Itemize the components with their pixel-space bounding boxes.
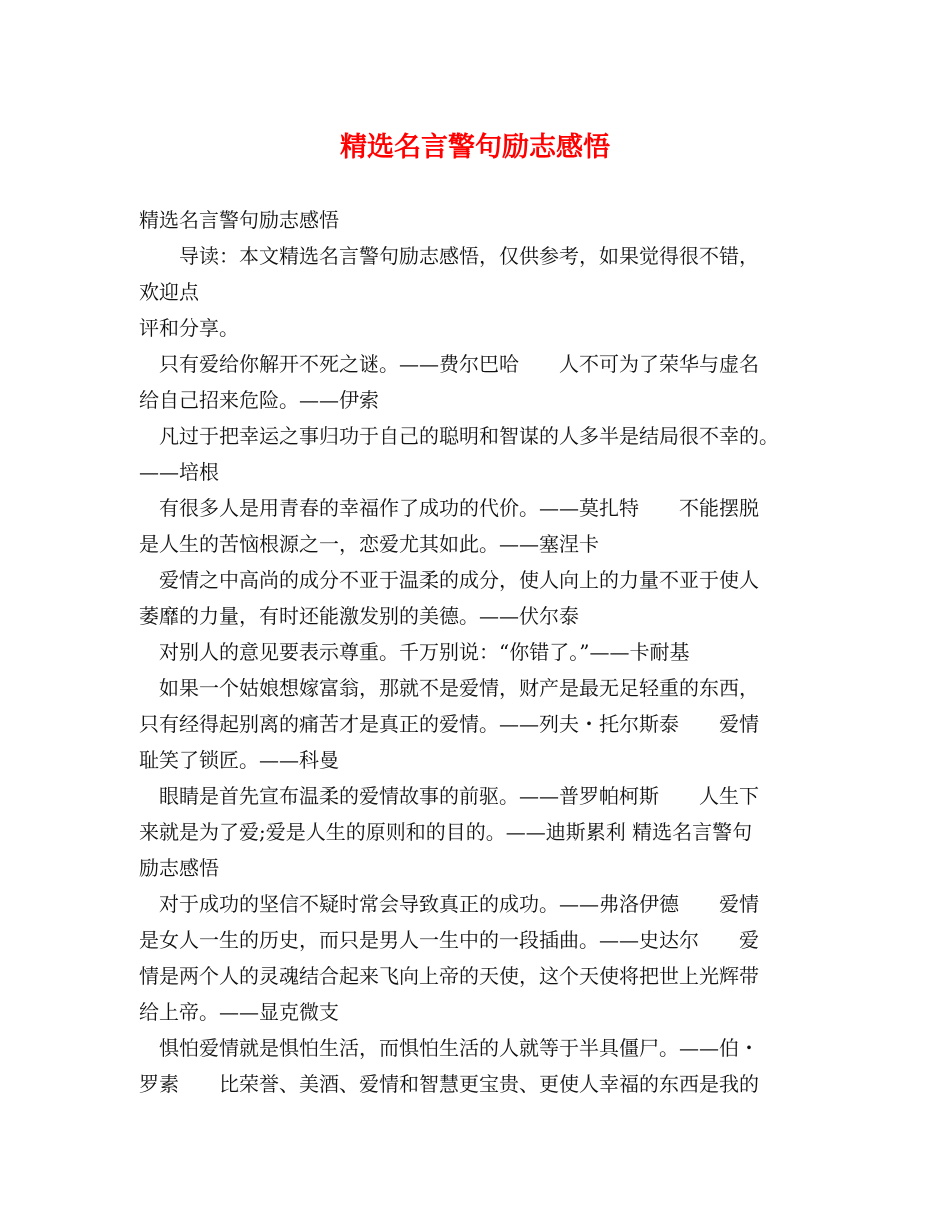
text-line: ——培根 (139, 460, 219, 484)
text-line: 罗素 比荣誉、美酒、爱情和智慧更宝贵、更使人幸福的东西是我的 (139, 1072, 759, 1096)
document-body (139, 202, 839, 1102)
text-line: 情是两个人的灵魂结合起来飞向上帝的天使，这个天使将把世上光辉带 (139, 964, 759, 988)
text-line: 是人生的苦恼根源之一，恋爱尤其如此。——塞涅卡 (139, 532, 599, 556)
text-line: 来就是为了爱;爱是人生的原则和的目的。——迪斯累利 精选名言警句 (139, 820, 753, 844)
document-title: 精选名言警句励志感悟 (340, 132, 610, 163)
text-line: 励志感悟 (139, 856, 219, 880)
text-line: 只有经得起别离的痛苦才是真正的爱情。——列夫・托尔斯泰 爱情 (139, 712, 759, 736)
text-line: 眼睛是首先宣布温柔的爱情故事的前驱。——普罗帕柯斯 人生下 (139, 784, 759, 808)
text-line: 只有爱给你解开不死之谜。——费尔巴哈 人不可为了荣华与虚名 (139, 352, 759, 376)
text-line: 给上帝。——显克微支 (139, 1000, 339, 1024)
text-line: 如果一个姑娘想嫁富翁，那就不是爱情，财产是最无足轻重的东西， (139, 676, 759, 700)
text-line: 导读：本文精选名言警句励志感悟，仅供参考，如果觉得很不错， (139, 244, 759, 268)
text-line: 精选名言警句励志感悟 (139, 208, 339, 232)
text-line: 对于成功的坚信不疑时常会导致真正的成功。——弗洛伊德 爱情 (139, 892, 759, 916)
text-line: 评和分享。 (139, 316, 239, 340)
text-line: 耻笑了锁匠。——科曼 (139, 748, 339, 772)
text-line: 凡过于把幸运之事归功于自己的聪明和智谋的人多半是结局很不幸的。 (139, 424, 779, 448)
text-line: 有很多人是用青春的幸福作了成功的代价。——莫扎特 不能摆脱 (139, 496, 759, 520)
text-line: 给自己招来危险。——伊索 (139, 388, 379, 412)
text-line: 对别人的意见要表示尊重。千万别说：“你错了。”——卡耐基 (139, 640, 690, 664)
text-line: 萎靡的力量，有时还能激发别的美德。——伏尔泰 (139, 604, 579, 628)
text-line: 惧怕爱情就是惧怕生活，而惧怕生活的人就等于半具僵尸。——伯・ (139, 1036, 759, 1060)
text-line: 是女人一生的历史，而只是男人一生中的一段插曲。——史达尔 爱 (139, 928, 759, 952)
text-line: 爱情之中高尚的成分不亚于温柔的成分，使人向上的力量不亚于使人 (139, 568, 759, 592)
text-line: 欢迎点 (139, 280, 199, 304)
